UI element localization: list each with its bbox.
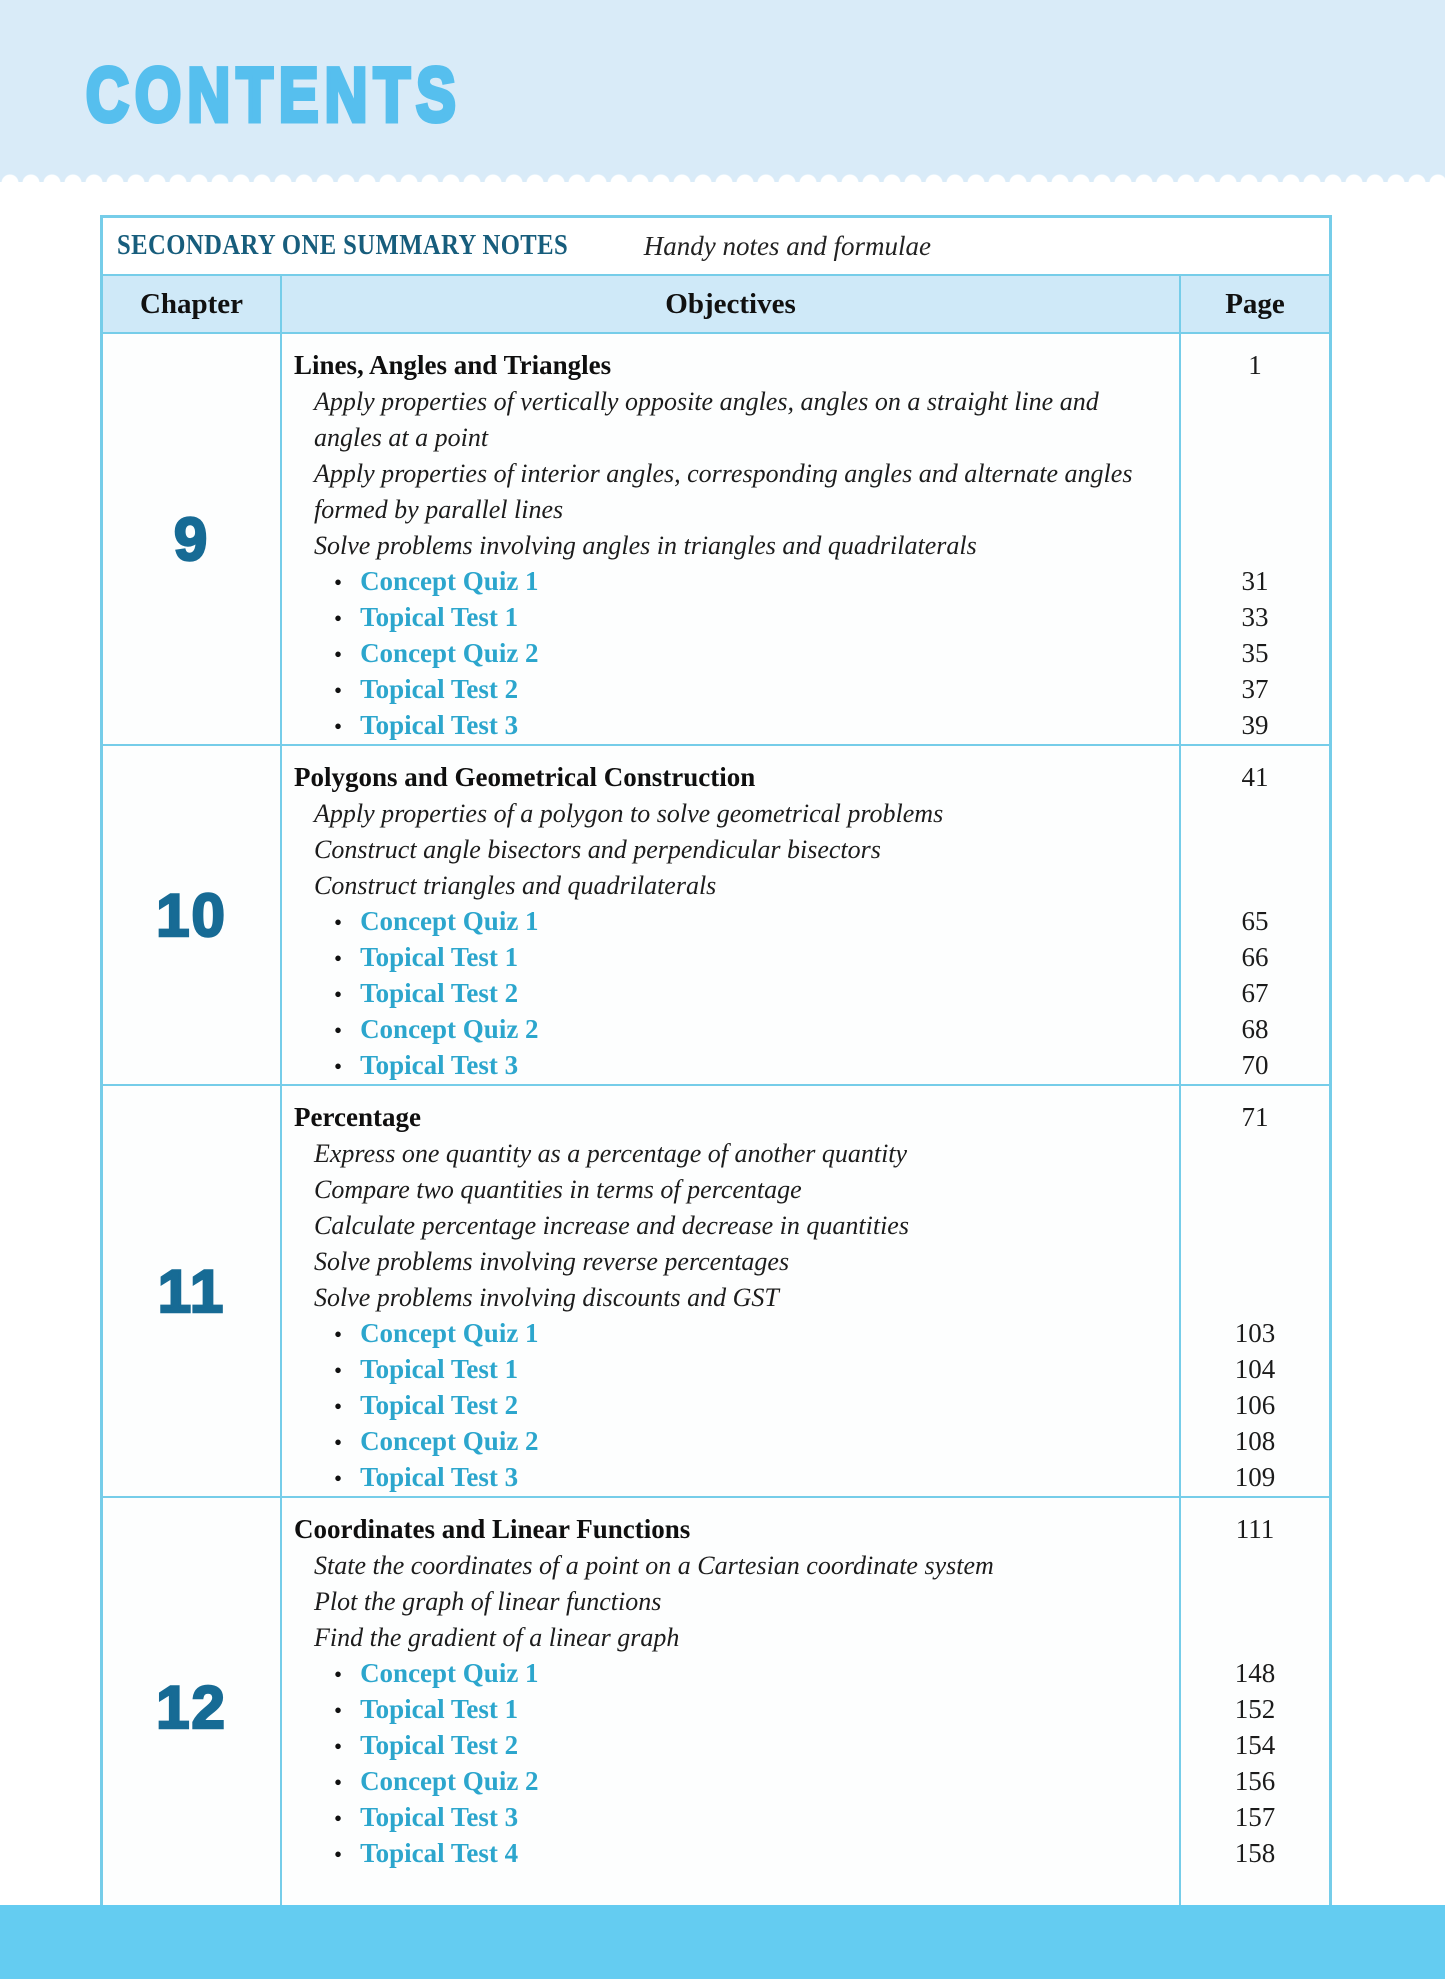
assessment-item — [282, 1424, 1181, 1460]
assessment-label: Concept Quiz 1 — [360, 566, 539, 596]
column-divider — [1179, 746, 1181, 1084]
bullet-icon: • — [334, 1842, 343, 1867]
footer-band — [0, 1905, 1445, 1979]
chapter-cell — [103, 334, 282, 744]
page-number: 66 — [1241, 942, 1269, 972]
assessment-label: Concept Quiz 2 — [360, 638, 539, 668]
column-header-chapter: Chapter — [103, 276, 282, 332]
assessment-label: Topical Test 4 — [360, 1838, 519, 1868]
assessment-label: Concept Quiz 2 — [360, 1766, 539, 1796]
bullet-icon: • — [334, 1698, 343, 1723]
assessment-item — [282, 1656, 1181, 1692]
page-cell-empty — [1181, 1172, 1329, 1208]
assessment-label: Concept Quiz 2 — [360, 1014, 539, 1044]
assessment-label: Topical Test 1 — [360, 942, 519, 972]
page-number: 67 — [1241, 978, 1269, 1008]
chapter-title: Percentage — [294, 1102, 421, 1132]
assessment-item — [282, 1728, 1181, 1764]
assessment-label: Topical Test 1 — [360, 602, 519, 632]
bullet-icon: • — [334, 1770, 343, 1795]
page-cell-empty — [1181, 1208, 1329, 1244]
page-cell-empty — [1181, 796, 1329, 832]
bullet-icon: • — [334, 1662, 343, 1687]
page-number: 31 — [1241, 566, 1269, 596]
chapter-content — [282, 1086, 1329, 1496]
assessment-label: Topical Test 2 — [360, 1390, 519, 1420]
assessment-item — [282, 636, 1181, 672]
column-divider — [1179, 1086, 1181, 1496]
bullet-icon: • — [334, 1358, 343, 1383]
page-cell-empty — [1181, 1584, 1329, 1620]
assessment-item — [282, 1836, 1181, 1872]
assessment-label: Concept Quiz 1 — [360, 906, 539, 936]
bullet-icon: • — [334, 910, 343, 935]
assessment-label: Concept Quiz 1 — [360, 1318, 539, 1348]
page-cell-empty — [1181, 1136, 1329, 1172]
column-divider — [1179, 334, 1181, 744]
chapter-number: 9 — [173, 505, 210, 573]
assessment-item — [282, 904, 1181, 940]
page-number: 33 — [1241, 602, 1269, 632]
column-header-objectives: Objectives — [665, 287, 796, 320]
chapter-title: Coordinates and Linear Functions — [294, 1514, 691, 1544]
page-cell-empty — [1181, 384, 1329, 456]
bullet-icon: • — [334, 946, 343, 971]
page-number: 65 — [1241, 906, 1269, 936]
assessment-item — [282, 1764, 1181, 1800]
objective-line: Express one quantity as a percentage of another quantity — [314, 1139, 908, 1168]
chapter-number: 12 — [156, 1673, 227, 1741]
assessment-label: Topical Test 1 — [360, 1354, 519, 1384]
assessment-item — [282, 1800, 1181, 1836]
assessment-label: Topical Test 2 — [360, 674, 519, 704]
bullet-icon: • — [334, 714, 343, 739]
assessment-label: Topical Test 3 — [360, 1462, 519, 1492]
assessment-item — [282, 1316, 1181, 1352]
bullet-icon: • — [334, 1054, 343, 1079]
objective-line: Apply properties of vertically opposite angles, angles on a straight line and angles at a point — [314, 387, 1099, 452]
assessment-label: Concept Quiz 1 — [360, 1658, 539, 1688]
objective-line: Plot the graph of linear functions — [314, 1587, 662, 1616]
page-cell-empty — [1181, 528, 1329, 564]
assessment-label: Topical Test 2 — [360, 978, 519, 1008]
toc-title-row — [103, 218, 1329, 276]
bullet-icon: • — [334, 1322, 343, 1347]
objective-line: Solve problems involving discounts and GST — [314, 1283, 779, 1312]
assessment-item — [282, 672, 1181, 708]
page-number: 71 — [1241, 1102, 1269, 1132]
page-number: 154 — [1234, 1730, 1276, 1760]
toc-table — [100, 215, 1332, 1919]
assessment-item — [282, 708, 1181, 744]
assessment-item — [282, 976, 1181, 1012]
top-banner — [0, 0, 1445, 168]
series-title: SECONDARY ONE SUMMARY NOTES — [117, 230, 569, 261]
page-number: 35 — [1241, 638, 1269, 668]
page-cell-empty — [1181, 1620, 1329, 1656]
chapter-row — [103, 1498, 1329, 1916]
objective-line: Construct triangles and quadrilaterals — [314, 871, 717, 900]
bullet-icon: • — [334, 1806, 343, 1831]
page-number: 157 — [1234, 1802, 1276, 1832]
chapter-content — [282, 1498, 1329, 1916]
page-number: 70 — [1241, 1050, 1269, 1080]
page-number: 41 — [1241, 762, 1269, 792]
page-cell-empty — [1181, 1280, 1329, 1316]
bullet-icon: • — [334, 982, 343, 1007]
chapter-content — [282, 746, 1329, 1084]
assessment-label: Topical Test 1 — [360, 1694, 519, 1724]
chapter-cell — [103, 746, 282, 1084]
objective-line: Apply properties of a polygon to solve geometrical problems — [314, 799, 944, 828]
chapter-number: 10 — [156, 881, 227, 949]
bullet-icon: • — [334, 1394, 343, 1419]
assessment-item — [282, 600, 1181, 636]
bullet-icon: • — [334, 642, 343, 667]
chapter-title: Polygons and Geometrical Construction — [294, 762, 756, 792]
series-subtitle: Handy notes and formulae — [643, 230, 931, 261]
assessment-item — [282, 1460, 1181, 1496]
page-cell-empty — [1181, 868, 1329, 904]
page-number: 152 — [1234, 1694, 1276, 1724]
objective-line: Calculate percentage increase and decrease in quantities — [314, 1211, 909, 1240]
chapter-cell — [103, 1498, 282, 1916]
bullet-icon: • — [334, 1734, 343, 1759]
objective-line: Solve problems involving angles in triangles and quadrilaterals — [314, 531, 977, 560]
chapter-number: 11 — [157, 1257, 226, 1325]
chapter-content — [282, 334, 1329, 744]
chapter-title: Lines, Angles and Triangles — [294, 350, 612, 380]
assessment-label: Topical Test 2 — [360, 1730, 519, 1760]
toc-body — [103, 334, 1329, 1916]
page-number: 39 — [1241, 710, 1269, 740]
chapter-row — [103, 334, 1329, 746]
assessment-item — [282, 1048, 1181, 1084]
page-number: 1 — [1248, 350, 1262, 380]
chapter-row — [103, 746, 1329, 1086]
objective-line: Apply properties of interior angles, corresponding angles and alternate angles formed by parallel lines — [314, 459, 1133, 524]
page-number: 108 — [1234, 1426, 1276, 1456]
assessment-item — [282, 1012, 1181, 1048]
assessment-label: Topical Test 3 — [360, 710, 519, 740]
page-number: 111 — [1235, 1514, 1275, 1544]
page-number: 109 — [1234, 1462, 1276, 1492]
assessment-label: Concept Quiz 2 — [360, 1426, 539, 1456]
page-number: 148 — [1234, 1658, 1276, 1688]
assessment-item — [282, 564, 1181, 600]
page-cell-empty — [1181, 832, 1329, 868]
page-number: 37 — [1241, 674, 1269, 704]
page-number: 104 — [1234, 1354, 1276, 1384]
objective-line: Construct angle bisectors and perpendicular bisectors — [314, 835, 881, 864]
chapter-row — [103, 1086, 1329, 1498]
page-number: 156 — [1234, 1766, 1276, 1796]
assessment-label: Topical Test 3 — [360, 1802, 519, 1832]
assessment-item — [282, 1692, 1181, 1728]
assessment-label: Topical Test 3 — [360, 1050, 519, 1080]
page-cell-empty — [1181, 1244, 1329, 1280]
objective-line: Compare two quantities in terms of percentage — [314, 1175, 802, 1204]
page-cell-empty — [1181, 456, 1329, 528]
assessment-item — [282, 940, 1181, 976]
page-number: 68 — [1241, 1014, 1269, 1044]
column-divider — [1179, 1498, 1181, 1916]
bullet-icon: • — [334, 678, 343, 703]
bullet-icon: • — [334, 570, 343, 595]
chapter-cell — [103, 1086, 282, 1496]
column-header-page: Page — [1179, 276, 1329, 332]
bullet-icon: • — [334, 1466, 343, 1491]
page-title: CONTENTS — [86, 53, 462, 138]
assessment-item — [282, 1388, 1181, 1424]
page-number: 158 — [1234, 1838, 1276, 1868]
objective-line: Solve problems involving reverse percentages — [314, 1247, 790, 1276]
page-cell-empty — [1181, 1548, 1329, 1584]
bullet-icon: • — [334, 1018, 343, 1043]
bullet-icon: • — [334, 1430, 343, 1455]
page-number: 106 — [1234, 1390, 1276, 1420]
toc-column-headers — [103, 276, 1329, 334]
scallop-edge — [0, 168, 1445, 182]
assessment-item — [282, 1352, 1181, 1388]
objective-line: Find the gradient of a linear graph — [314, 1623, 680, 1652]
objective-line: State the coordinates of a point on a Cartesian coordinate system — [314, 1551, 994, 1580]
page-number: 103 — [1234, 1318, 1276, 1348]
bullet-icon: • — [334, 606, 343, 631]
